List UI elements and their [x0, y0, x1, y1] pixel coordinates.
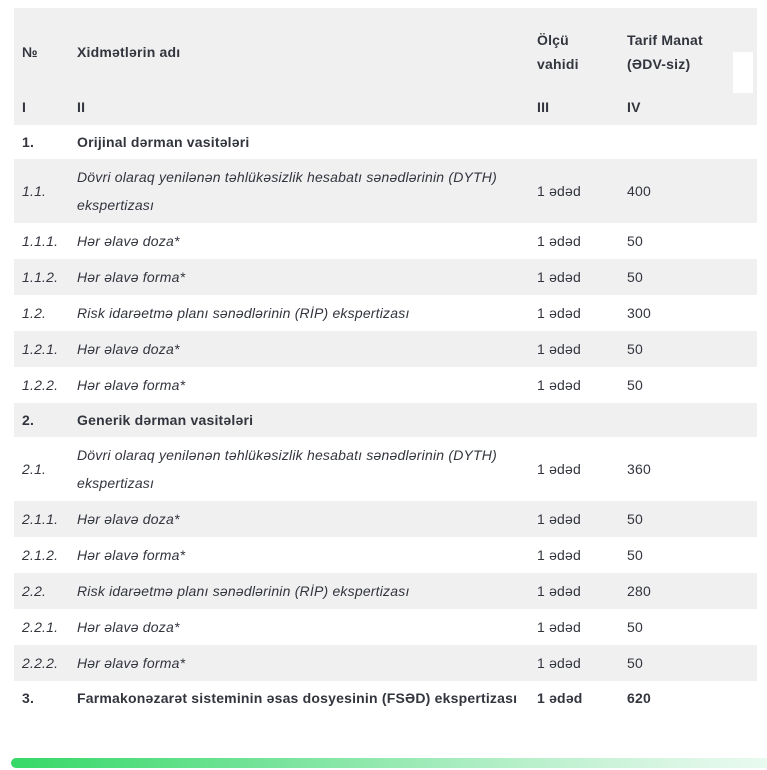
cell-no: 1.1.1.: [22, 233, 59, 249]
cell-tariff: 300: [627, 305, 651, 321]
header-row: [14, 8, 757, 95]
cell-no: 1.2.: [22, 305, 47, 321]
table-row-1-2: [14, 295, 757, 331]
scrollbar-thumb[interactable]: [733, 52, 753, 93]
cell-no: 1.: [22, 134, 35, 150]
cell-tariff: 620: [627, 690, 651, 706]
table-row-2-2: [14, 573, 757, 609]
cell-name: Hər əlavə doza*: [77, 619, 180, 635]
roman-numeral-name: II: [77, 99, 86, 115]
cell-tariff: 400: [627, 183, 651, 199]
cell-tariff: 50: [627, 341, 643, 357]
cell-tariff: 50: [627, 655, 643, 671]
table-row-2-2-1: [14, 609, 757, 645]
cell-no: 3.: [22, 690, 35, 706]
cell-no: 2.2.: [22, 583, 47, 599]
cell-name: Orijinal dərman vasitələri: [77, 134, 250, 150]
cell-no: 2.1.: [22, 461, 47, 477]
cell-name: Hər əlavə doza*: [77, 233, 180, 249]
cell-tariff: 50: [627, 619, 643, 635]
column-header-name: Xidmətlərin adı: [77, 43, 181, 60]
table-row-2-2-2: [14, 645, 757, 681]
cell-no: 2.2.1.: [22, 619, 59, 635]
cell-unit: 1 ədəd: [537, 547, 582, 563]
column-header-no: №: [22, 43, 38, 60]
cell-no: 2.2.2.: [22, 655, 59, 671]
bottom-accent-bar: [11, 758, 767, 768]
cell-tariff: 50: [627, 233, 643, 249]
table-row-1-1-2: [14, 259, 757, 295]
cell-name: Dövri olaraq yenilənən təhlükəsizlik hesabatı sənədlərinin (DYTH) ekspertizası: [77, 447, 497, 491]
table-row-1-2-1: [14, 331, 757, 367]
cell-unit: 1 ədəd: [537, 655, 582, 671]
cell-name: Hər əlavə forma*: [77, 655, 186, 671]
cell-tariff: 50: [627, 377, 643, 393]
cell-no: 1.2.1.: [22, 341, 59, 357]
table-row-1-1: [14, 159, 757, 223]
column-header-unit: [537, 28, 627, 76]
cell-unit: 1 ədəd: [537, 305, 582, 321]
table-row-2-1-1: [14, 501, 757, 537]
cell-name: Hər əlavə forma*: [77, 547, 186, 563]
table-row-3: [14, 681, 757, 715]
cell-no: 1.1.: [22, 183, 47, 199]
cell-name: Generik dərman vasitələri: [77, 412, 254, 428]
table-row-2-1: [14, 437, 757, 501]
cell-unit: 1 ədəd: [537, 511, 582, 527]
cell-tariff: 50: [627, 547, 643, 563]
cell-name: Hər əlavə doza*: [77, 341, 180, 357]
cell-unit: 1 ədəd: [537, 583, 582, 599]
cell-name: Hər əlavə doza*: [77, 511, 180, 527]
cell-name: Hər əlavə forma*: [77, 269, 186, 285]
table-row-2: [14, 403, 757, 437]
cell-tariff: 50: [627, 511, 643, 527]
cell-name: Dövri olaraq yenilənən təhlükəsizlik hesabatı sənədlərinin (DYTH) ekspertizası: [77, 169, 497, 213]
cell-unit: 1 ədəd: [537, 377, 582, 393]
cell-name: Farmakonəzarət sisteminin əsas dosyesinin (FSƏD) ekspertizası: [77, 690, 518, 706]
cell-unit: 1 ədəd: [537, 341, 582, 357]
cell-unit: 1 ədəd: [537, 269, 582, 285]
cell-unit: 1 ədəd: [537, 690, 583, 706]
cell-unit: 1 ədəd: [537, 619, 582, 635]
cell-no: 2.1.1.: [22, 511, 59, 527]
table-header: [14, 8, 757, 125]
roman-numeral-row: [14, 95, 757, 125]
cell-name: Hər əlavə forma*: [77, 377, 186, 393]
cell-unit: 1 ədəd: [537, 461, 582, 477]
tariff-table: [14, 8, 757, 715]
cell-tariff: 360: [627, 461, 651, 477]
column-header-tariff-label: Tarif Manat (ƏDV-siz): [627, 31, 703, 72]
cell-unit: 1 ədəd: [537, 183, 582, 199]
cell-name: Risk idarəetmə planı sənədlərinin (RİP) ekspertizası: [77, 583, 410, 599]
cell-unit: 1 ədəd: [537, 233, 582, 249]
cell-name: Risk idarəetmə planı sənədlərinin (RİP) ekspertizası: [77, 305, 410, 321]
cell-no: 1.1.2.: [22, 269, 59, 285]
roman-numeral-tariff: IV: [627, 99, 641, 115]
cell-no: 1.2.2.: [22, 377, 59, 393]
cell-tariff: 50: [627, 269, 643, 285]
table-row-1-2-2: [14, 367, 757, 403]
table-row-1: [14, 125, 757, 159]
cell-no: 2.: [22, 412, 35, 428]
table-body: [14, 125, 757, 715]
cell-tariff: 280: [627, 583, 651, 599]
roman-numeral-unit: III: [537, 99, 550, 115]
table-row-2-1-2: [14, 537, 757, 573]
column-header-unit-label: Ölçü vahidi: [537, 31, 579, 72]
cell-no: 2.1.2.: [22, 547, 59, 563]
table-row-1-1-1: [14, 223, 757, 259]
roman-numeral-no: I: [22, 99, 27, 115]
